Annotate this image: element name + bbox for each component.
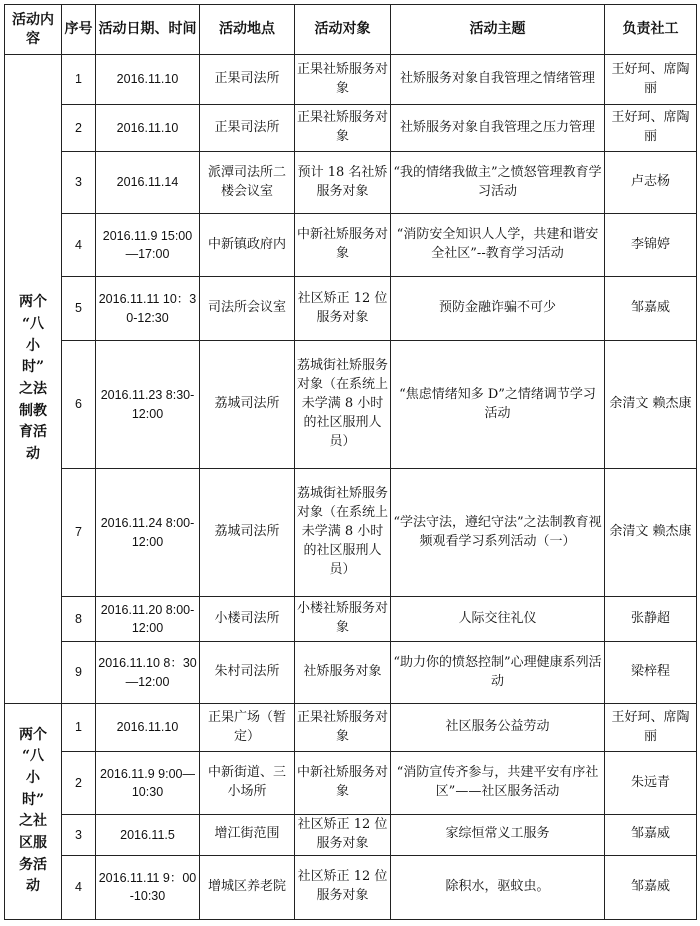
cell-datetime: 2016.11.9 9:00—10:30 bbox=[96, 752, 200, 815]
cell-target: 荔城街社矫服务对象（在系统上未学满 8 小时的社区服刑人员） bbox=[295, 341, 391, 469]
cell-seq: 4 bbox=[62, 214, 96, 277]
cell-datetime: 2016.11.10 bbox=[96, 704, 200, 752]
table-row bbox=[5, 152, 697, 214]
group-label-line: 务活 bbox=[19, 856, 47, 873]
cell-seq: 6 bbox=[62, 341, 96, 469]
cell-datetime: 2016.11.10 8：30—12:00 bbox=[96, 642, 200, 704]
cell-seq: 4 bbox=[62, 855, 96, 919]
cell-seq: 2 bbox=[62, 105, 96, 152]
header-datetime: 活动日期、时间 bbox=[96, 5, 200, 55]
group-label-line: 小 bbox=[26, 337, 40, 354]
activity-schedule-table bbox=[4, 4, 697, 920]
cell-worker: 王好珂、席陶丽 bbox=[605, 55, 697, 105]
header-target: 活动对象 bbox=[295, 5, 391, 55]
cell-worker: 余清文 赖杰康 bbox=[605, 341, 697, 469]
header-row bbox=[5, 5, 697, 55]
cell-datetime: 2016.11.10 bbox=[96, 55, 200, 105]
cell-theme: 家综恒常义工服务 bbox=[391, 815, 605, 856]
cell-worker: 王好珂、席陶丽 bbox=[605, 105, 697, 152]
table-row bbox=[5, 469, 697, 597]
table-row bbox=[5, 277, 697, 341]
cell-theme: 社区服务公益劳动 bbox=[391, 704, 605, 752]
cell-worker: 李锦婷 bbox=[605, 214, 697, 277]
cell-datetime: 2016.11.11 9：00-10:30 bbox=[96, 855, 200, 919]
cell-place: 增江街范围 bbox=[200, 815, 295, 856]
cell-place: 小楼司法所 bbox=[200, 597, 295, 642]
cell-theme: 人际交往礼仪 bbox=[391, 597, 605, 642]
group-label-line: 之社 bbox=[19, 813, 47, 830]
cell-target: 社区矫正 12 位服务对象 bbox=[295, 855, 391, 919]
cell-target: 预计 18 名社矫服务对象 bbox=[295, 152, 391, 214]
table-row bbox=[5, 597, 697, 642]
cell-place: 中新镇政府内 bbox=[200, 214, 295, 277]
cell-seq: 1 bbox=[62, 55, 96, 105]
cell-theme: “焦虑情绪知多 D”之情绪调节学习活动 bbox=[391, 341, 605, 469]
group-label-line: 制教 bbox=[19, 402, 47, 419]
group-label-line: 区服 bbox=[19, 835, 47, 852]
group-label-line: 育活 bbox=[19, 424, 47, 441]
cell-seq: 3 bbox=[62, 152, 96, 214]
cell-place: 正果司法所 bbox=[200, 55, 295, 105]
cell-place: 正果司法所 bbox=[200, 105, 295, 152]
cell-worker: 邹嘉威 bbox=[605, 855, 697, 919]
cell-datetime: 2016.11.11 10：30-12:30 bbox=[96, 277, 200, 341]
cell-place: 增城区养老院 bbox=[200, 855, 295, 919]
table-row bbox=[5, 704, 697, 752]
cell-seq: 2 bbox=[62, 752, 96, 815]
cell-worker: 卢志杨 bbox=[605, 152, 697, 214]
cell-place: 正果广场（暂定） bbox=[200, 704, 295, 752]
header-place: 活动地点 bbox=[200, 5, 295, 55]
group-label-line: 两个 bbox=[19, 294, 47, 311]
cell-target: 中新社矫服务对象 bbox=[295, 214, 391, 277]
cell-target: 小楼社矫服务对象 bbox=[295, 597, 391, 642]
header-worker: 负责社工 bbox=[605, 5, 697, 55]
cell-place: 中新街道、三小场所 bbox=[200, 752, 295, 815]
cell-worker: 张静超 bbox=[605, 597, 697, 642]
cell-theme: “消防宣传齐参与，共建平安有序社区”——社区服务活动 bbox=[391, 752, 605, 815]
table-row bbox=[5, 105, 697, 152]
cell-theme: “我的情绪我做主”之愤怒管理教育学习活动 bbox=[391, 152, 605, 214]
cell-seq: 5 bbox=[62, 277, 96, 341]
header-content: 活动内容 bbox=[5, 5, 62, 55]
group-label-line: “八 bbox=[21, 748, 45, 765]
cell-seq: 9 bbox=[62, 642, 96, 704]
cell-theme: 预防金融诈骗不可少 bbox=[391, 277, 605, 341]
cell-datetime: 2016.11.14 bbox=[96, 152, 200, 214]
header-theme: 活动主题 bbox=[391, 5, 605, 55]
cell-place: 荔城司法所 bbox=[200, 469, 295, 597]
cell-target: 正果社矫服务对象 bbox=[295, 105, 391, 152]
cell-datetime: 2016.11.23 8:30-12:00 bbox=[96, 341, 200, 469]
cell-seq: 7 bbox=[62, 469, 96, 597]
cell-datetime: 2016.11.20 8:00-12:00 bbox=[96, 597, 200, 642]
group-label-line: “八 bbox=[21, 315, 45, 332]
cell-place: 司法所会议室 bbox=[200, 277, 295, 341]
cell-theme: 社矫服务对象自我管理之压力管理 bbox=[391, 105, 605, 152]
group-label bbox=[5, 704, 62, 920]
cell-datetime: 2016.11.10 bbox=[96, 105, 200, 152]
cell-datetime: 2016.11.24 8:00-12:00 bbox=[96, 469, 200, 597]
group-label-line: 之法 bbox=[19, 381, 47, 397]
cell-target: 正果社矫服务对象 bbox=[295, 704, 391, 752]
group-label-line: 小 bbox=[26, 769, 40, 786]
table-row bbox=[5, 815, 697, 856]
table-body bbox=[5, 55, 697, 920]
cell-target: 荔城街社矫服务对象（在系统上未学满 8 小时的社区服刑人员） bbox=[295, 469, 391, 597]
group-label-line: 动 bbox=[26, 878, 40, 895]
group-label-line: 动 bbox=[26, 446, 40, 463]
group-label-line: 时” bbox=[21, 791, 45, 808]
cell-datetime: 2016.11.5 bbox=[96, 815, 200, 856]
cell-seq: 3 bbox=[62, 815, 96, 856]
cell-target: 社矫服务对象 bbox=[295, 642, 391, 704]
cell-theme: 社矫服务对象自我管理之情绪管理 bbox=[391, 55, 605, 105]
cell-seq: 1 bbox=[62, 704, 96, 752]
table-row bbox=[5, 55, 697, 105]
cell-theme: “消防安全知识人人学，共建和谐安全社区”--教育学习活动 bbox=[391, 214, 605, 277]
cell-target: 中新社矫服务对象 bbox=[295, 752, 391, 815]
cell-datetime: 2016.11.9 15:00—17:00 bbox=[96, 214, 200, 277]
group-label-line: 两个 bbox=[19, 726, 47, 743]
cell-target: 社区矫正 12 位服务对象 bbox=[295, 277, 391, 341]
cell-worker: 王好珂、席陶丽 bbox=[605, 704, 697, 752]
cell-theme: 除积水，驱蚊虫。 bbox=[391, 855, 605, 919]
group-label-line: 时” bbox=[21, 359, 45, 376]
cell-theme: “助力你的愤怒控制”心理健康系列活动 bbox=[391, 642, 605, 704]
cell-worker: 余清文 赖杰康 bbox=[605, 469, 697, 597]
table-row bbox=[5, 214, 697, 277]
cell-worker: 梁梓程 bbox=[605, 642, 697, 704]
cell-target: 社区矫正 12 位服务对象 bbox=[295, 815, 391, 856]
cell-target: 正果社矫服务对象 bbox=[295, 55, 391, 105]
group-label bbox=[5, 55, 62, 704]
cell-worker: 邹嘉威 bbox=[605, 277, 697, 341]
cell-place: 荔城司法所 bbox=[200, 341, 295, 469]
table-row bbox=[5, 855, 697, 919]
table-row bbox=[5, 341, 697, 469]
header-seq: 序号 bbox=[62, 5, 96, 55]
cell-theme: “学法守法，遵纪守法”之法制教育视频观看学习系列活动（一） bbox=[391, 469, 605, 597]
cell-place: 朱村司法所 bbox=[200, 642, 295, 704]
cell-worker: 邹嘉威 bbox=[605, 815, 697, 856]
table-row bbox=[5, 752, 697, 815]
cell-worker: 朱远青 bbox=[605, 752, 697, 815]
cell-place: 派潭司法所二楼会议室 bbox=[200, 152, 295, 214]
table-row bbox=[5, 642, 697, 704]
cell-seq: 8 bbox=[62, 597, 96, 642]
